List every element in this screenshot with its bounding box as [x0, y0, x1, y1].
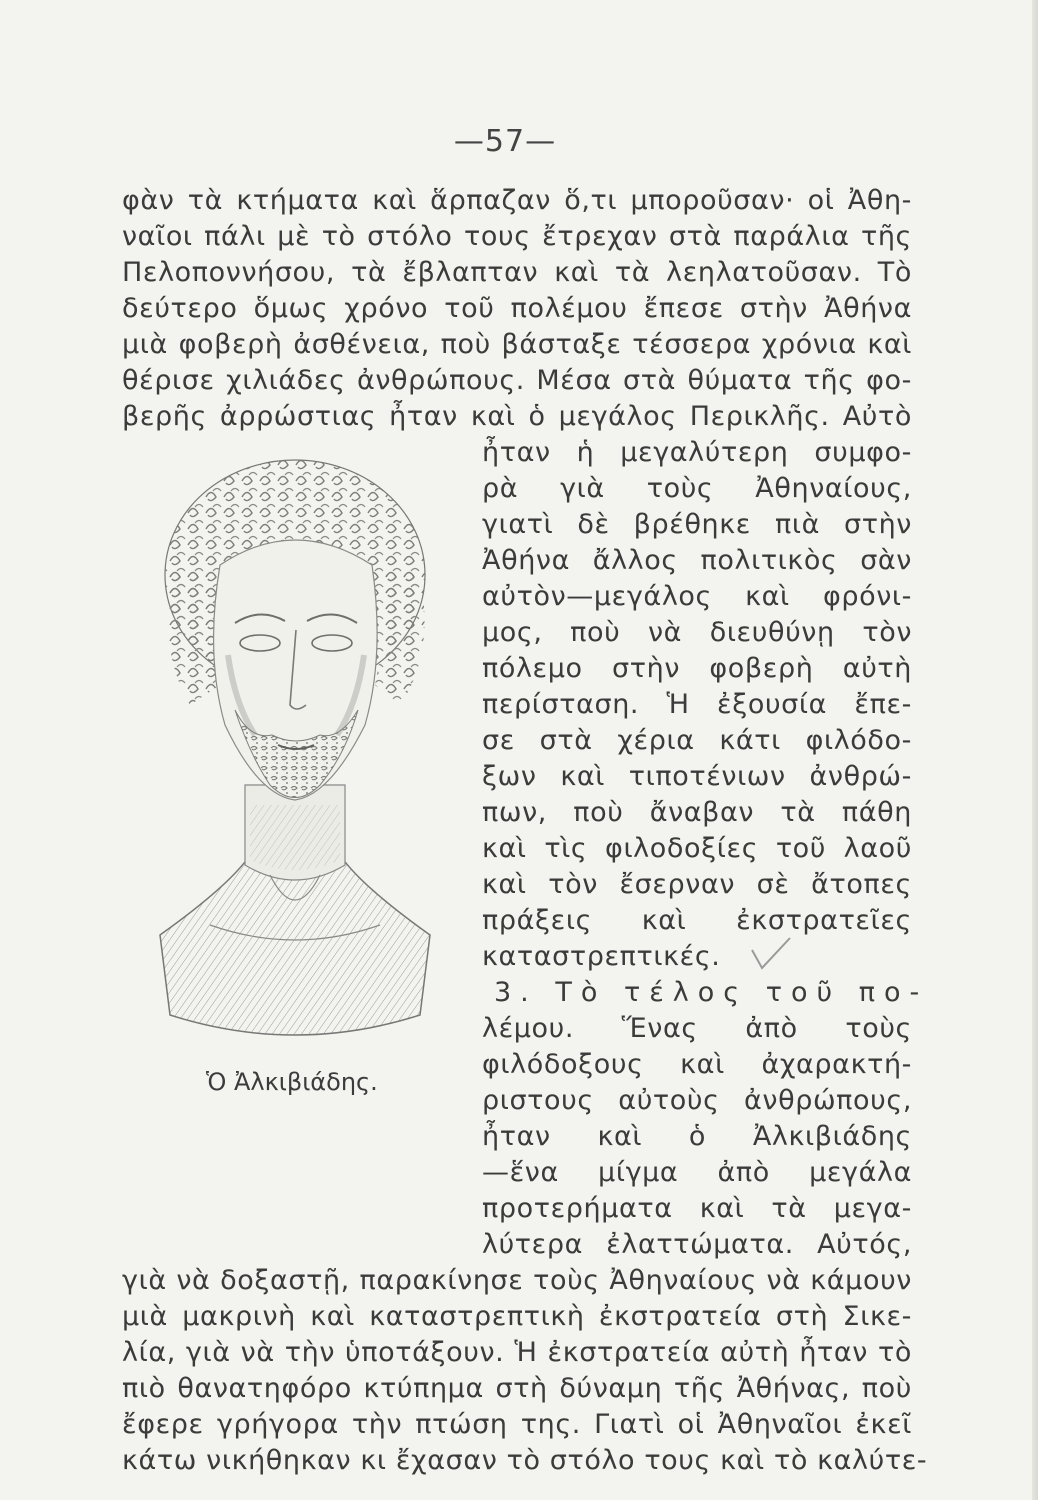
text-line: φὰν τὰ κτήματα καὶ ἅρπαζαν ὅ,τι μποροῦσαν· οἱ Ἀθη-	[122, 185, 912, 216]
text-line: κάτω νικήθηκαν κι ἔχασαν τὸ στόλο τους καὶ τὸ καλύτε-	[122, 1445, 928, 1476]
text-line: Ἀθήνα ἄλλος πολιτικὸς σὰν	[482, 545, 912, 576]
text-line: περίσταση. Ἡ ἐξουσία ἔπε-	[482, 689, 912, 720]
text-line: δεύτερο ὅμως χρόνο τοῦ πολέμου ἔπεσε στὴν Ἀθήνα	[122, 293, 912, 324]
text-line: καὶ τὸν ἔσερναν σὲ ἄτοπες	[482, 869, 912, 900]
text-line: ναῖοι πάλι μὲ τὸ στόλο τους ἔτρεχαν στὰ παράλια τῆς	[122, 221, 912, 252]
text-line: θέρισε χιλιάδες ἀνθρώπους. Μέσα στὰ θύματα τῆς φο-	[122, 365, 912, 396]
text-line: γιὰ νὰ δοξαστῇ, παρακίνησε τοὺς Ἀθηναίους νὰ κάμουν	[122, 1265, 912, 1296]
text-line: ἦταν καὶ ὁ Ἀλκιβιάδης	[482, 1121, 912, 1152]
figure-caption: Ὁ Ἀλκιβιάδης.	[206, 1068, 378, 1096]
text-line: πων, ποὺ ἄναβαν τὰ πάθη	[482, 797, 912, 828]
section-heading: 3. Τὸ τέλος τοῦ πο-	[494, 977, 929, 1008]
text-line: μος, ποὺ νὰ διευθύνῃ τὸν	[482, 617, 912, 648]
text-line: Πελοποννήσου, τὰ ἔβλαπταν καὶ τὰ λεηλατοῦσαν. Τὸ	[122, 257, 912, 288]
text-line: λύτερα ἐλαττώματα. Αὐτός,	[482, 1229, 912, 1260]
text-line: πράξεις καὶ ἐκστρατεῖες	[482, 905, 912, 936]
text-line: ρὰ γιὰ τοὺς Ἀθηναίους,	[482, 473, 912, 504]
text-line: φιλόδοξους καὶ ἀχαρακτή-	[482, 1049, 912, 1080]
text-line: ἔφερε γρήγορα τὴν πτώση της. Γιατὶ οἱ Ἀθηναῖοι ἐκεῖ	[122, 1409, 912, 1440]
text-line: λέμου. Ἕνας ἀπὸ τοὺς	[482, 1013, 912, 1044]
alcibiades-bust-figure	[150, 455, 440, 1055]
text-line: μιὰ μακρινὴ καὶ καταστρεπτικὴ ἐκστρατεία στὴ Σικε-	[122, 1301, 912, 1332]
text-line: σε στὰ χέρια κάτι φιλόδο-	[482, 725, 912, 756]
text-line: ριστους αὐτοὺς ἀνθρώπους,	[482, 1085, 912, 1116]
text-line: πιὸ θανατηφόρο κτύπημα στὴ δύναμη τῆς Ἀθήνας, ποὺ	[122, 1373, 912, 1404]
page-edge	[1032, 0, 1038, 1500]
text-line: καὶ τὶς φιλοδοξίες τοῦ λαοῦ	[482, 833, 912, 864]
text-line: μιὰ φοβερὴ ἀσθένεια, ποὺ βάσταξε τέσσερα χρόνια καὶ	[122, 329, 912, 360]
text-line: —ἕνα μίγμα ἀπὸ μεγάλα	[482, 1157, 912, 1188]
text-line: γιατὶ δὲ βρέθηκε πιὰ στὴν	[482, 509, 912, 540]
text-line: βερῆς ἀρρώστιας ἦταν καὶ ὁ μεγάλος Περικλῆς. Αὐτὸ	[122, 401, 912, 432]
text-line: καταστρεπτικές.	[482, 941, 721, 972]
text-line: πόλεμο στὴν φοβερὴ αὐτὴ	[482, 653, 912, 684]
text-line: ξων καὶ τιποτένιων ἀνθρώ-	[482, 761, 912, 792]
pencil-check-mark	[748, 936, 794, 972]
text-line: ἦταν ἡ μεγαλύτερη συμφο-	[482, 437, 912, 468]
bust-illustration	[150, 455, 440, 1055]
text-line: προτερήματα καὶ τὰ μεγα-	[482, 1193, 912, 1224]
page-number: —57—	[453, 124, 557, 159]
text-line: λία, γιὰ νὰ τὴν ὑποτάξουν. Ἡ ἐκστρατεία αὐτὴ ἦταν τὸ	[122, 1337, 912, 1368]
text-line: αὐτὸν—μεγάλος καὶ φρόνι-	[482, 581, 912, 612]
